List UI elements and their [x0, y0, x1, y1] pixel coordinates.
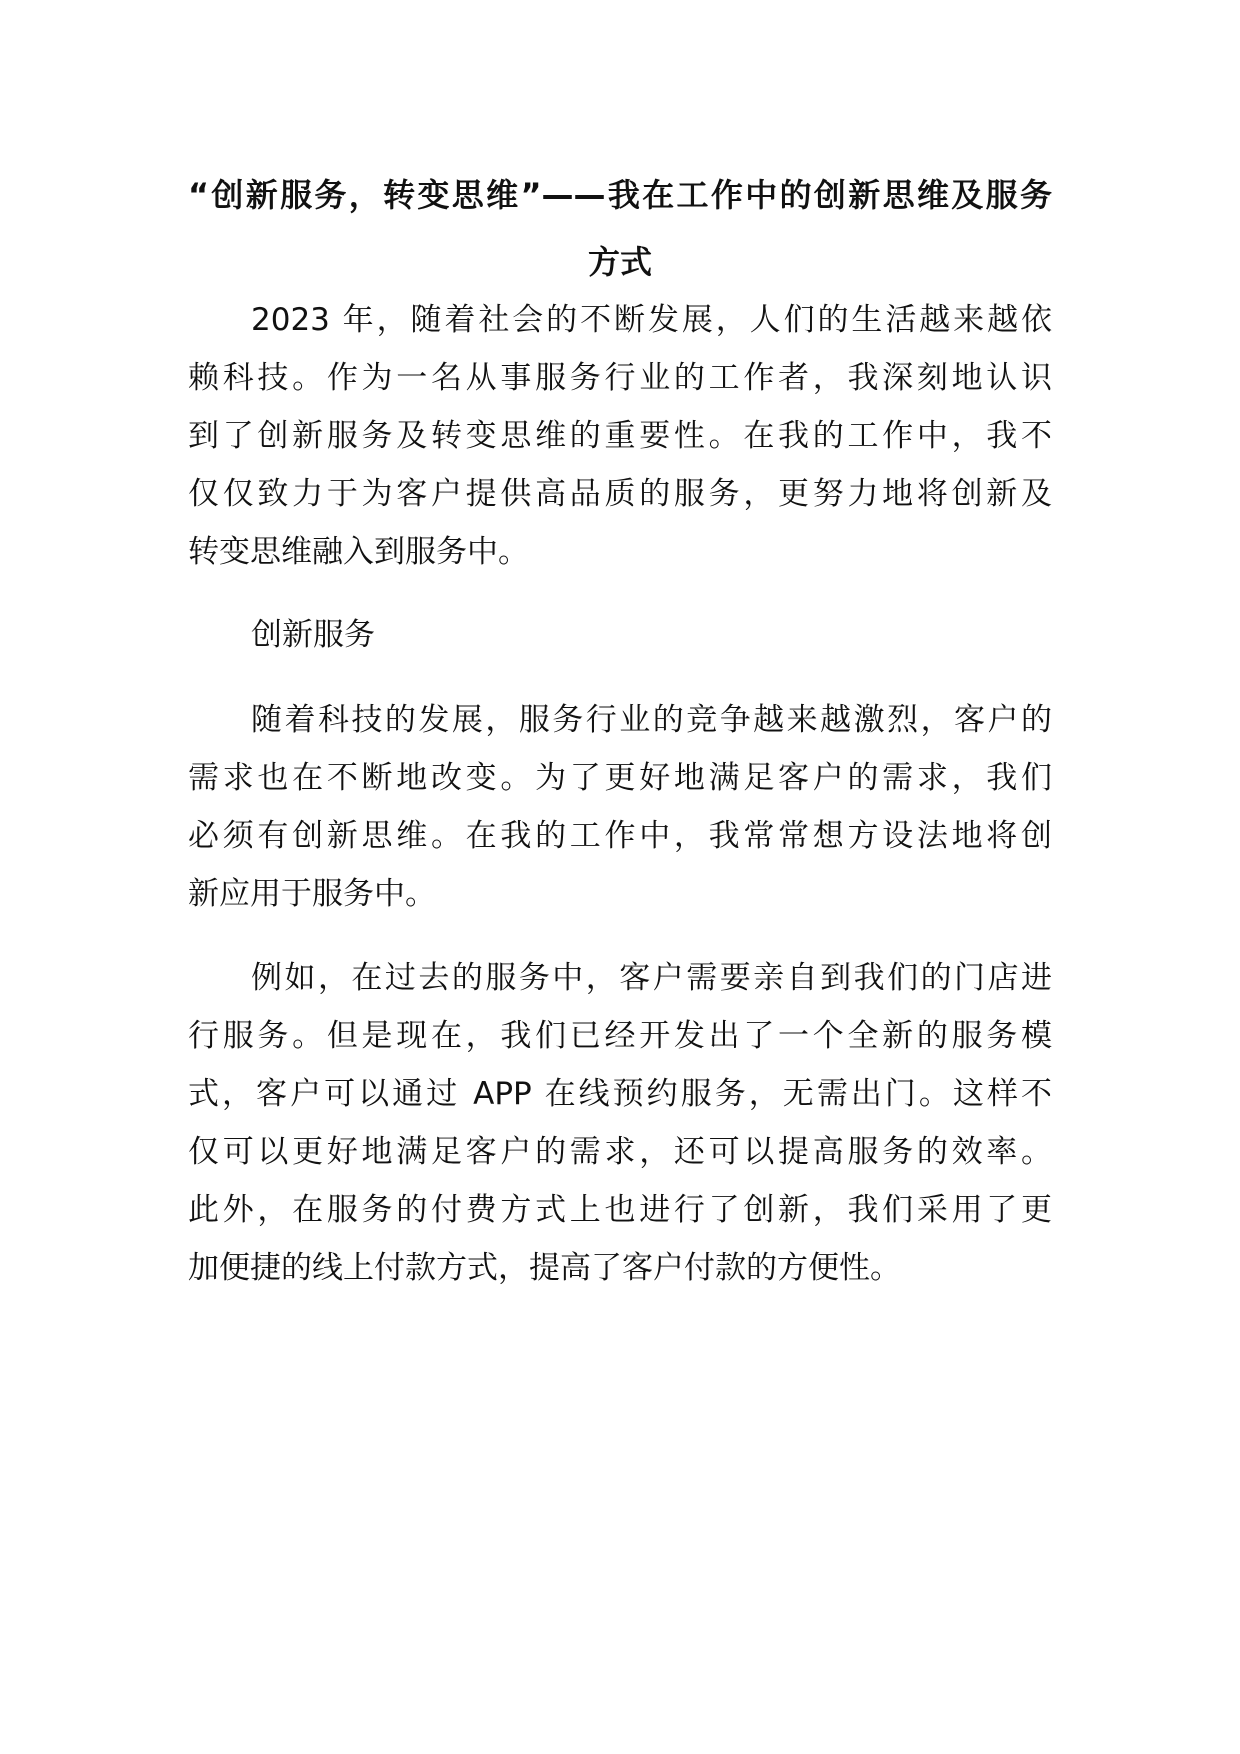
paragraph-1-line-2: 赖科技。作为一名从事服务行业的工作者，我深刻地认识: [188, 360, 1052, 396]
paragraph-1-line-3: 到了创新服务及转变思维的重要性。在我的工作中，我不: [188, 418, 1052, 454]
paragraph-1-line-1: 2023 年，随着社会的不断发展，人们的生活越来越依: [251, 302, 1052, 338]
paragraph-3-line-4: 仅可以更好地满足客户的需求，还可以提高服务的效率。: [188, 1134, 1052, 1170]
paragraph-1-line-5: 转变思维融入到服务中。: [188, 534, 529, 570]
paragraph-3-line-5: 此外，在服务的付费方式上也进行了创新，我们采用了更: [188, 1192, 1052, 1228]
section-heading: 创新服务: [251, 617, 375, 653]
paragraph-3-line-6: 加便捷的线上付款方式，提高了客户付款的方便性。: [188, 1250, 901, 1286]
paragraph-2-line-3: 必须有创新思维。在我的工作中，我常常想方设法地将创: [188, 818, 1052, 854]
paragraph-2-line-2: 需求也在不断地改变。为了更好地满足客户的需求，我们: [188, 760, 1052, 796]
paragraph-2-line-4: 新应用于服务中。: [188, 876, 436, 912]
paragraph-3-line-2: 行服务。但是现在，我们已经开发出了一个全新的服务模: [188, 1018, 1052, 1054]
document-title-line-1: “创新服务，转变思维”——我在工作中的创新思维及服务: [188, 176, 1052, 214]
paragraph-3-line-3: 式，客户可以通过 APP 在线预约服务，无需出门。这样不: [188, 1076, 1052, 1112]
paragraph-1-line-4: 仅仅致力于为客户提供高品质的服务，更努力地将创新及: [188, 476, 1052, 512]
paragraph-3-line-1: 例如，在过去的服务中，客户需要亲自到我们的门店进: [251, 960, 1052, 996]
document-title-line-2: 方式: [587, 243, 652, 281]
paragraph-2-line-1: 随着科技的发展，服务行业的竞争越来越激烈，客户的: [251, 702, 1052, 738]
